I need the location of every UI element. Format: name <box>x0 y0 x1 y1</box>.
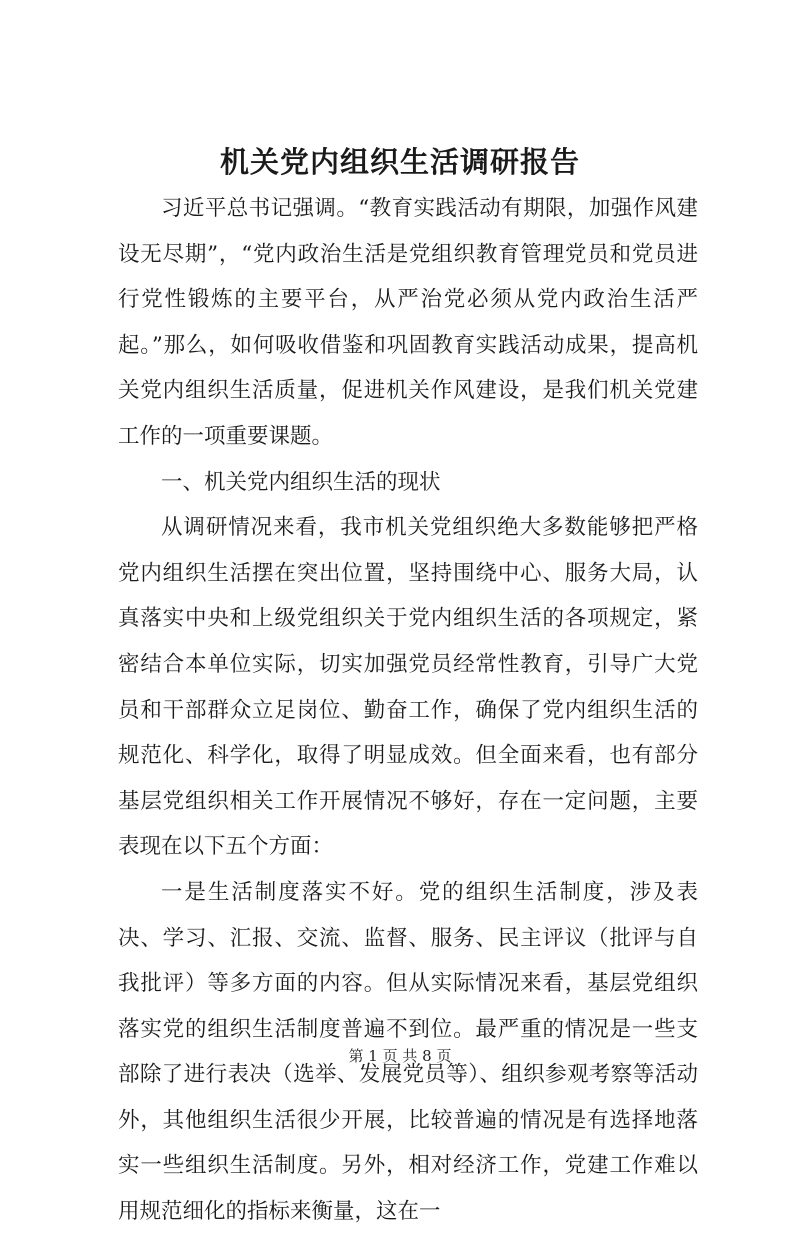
section-heading: 一、机关党内组织生活的现状 <box>161 469 441 495</box>
page-number-footer: 第 1 页 共 8 页 <box>348 1047 452 1065</box>
paragraph-status: 从调研情况来看，我市机关党组织绝大多数能够把严格党内组织生活摆在突出位置，坚持围绕中心、服务大局，认真落实中央和上级党组织关于党内组织生活的各项规定，紧密结合本单位实际，切实加强党员经常性教育，引导广大党员和干部群众立足岗位、勤奋工作，确保了党内组织生活的规范化、科学化，取得了明显成效。但全面来看，也有部分基层党组织相关工作开展情况不够好，存在一定问题，主要表现在以下五个方面： <box>118 515 698 860</box>
paragraph-point-one: 一是生活制度落实不好。党的组织生活制度，涉及表决、学习、汇报、交流、监督、服务、民主评议（批评与自我批评）等多方面的内容。但从实际情况来看，基层党组织落实党的组织生活制度普遍不到位。最严重的情况是一些支部除了进行表决（选举、发展党员等）、组织参观考察等活动外，其他组织生活很少开展，比较普遍的情况是有选择地落实一些组织生活制度。另外，相对经济工作，党建工作难以用规范细化的指标来衡量，这在一 <box>118 879 698 1225</box>
document-title: 机关党内组织生活调研报告 <box>219 145 580 179</box>
document-body <box>118 186 698 1235</box>
paragraph-intro: 习近平总书记强调。“教育实践活动有期限，加强作风建设无尽期”，“党内政治生活是党组织教育管理党员和党员进行党性锻炼的主要平台，从严治党必须从党内政治生活严起。”那么，如何吸收借鉴和巩固教育实践活动成果，提高机关党内组织生活质量，促进机关作风建设，是我们机关党建工作的一项重要课题。 <box>118 196 698 449</box>
